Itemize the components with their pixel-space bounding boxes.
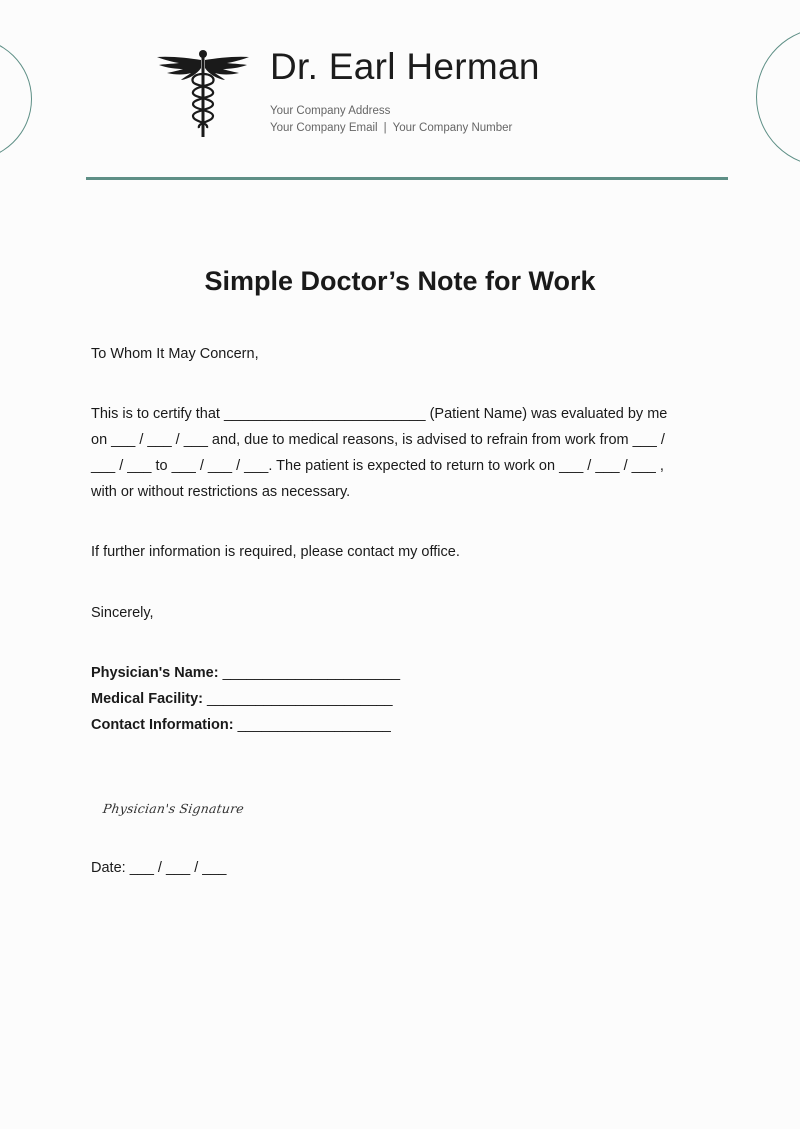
contact-office-line: If further information is required, please contact my office. xyxy=(91,544,460,560)
doctor-name: Dr. Earl Herman xyxy=(270,46,540,87)
date-label: Date: xyxy=(91,860,126,876)
company-number: Your Company Number xyxy=(392,122,513,134)
document-title: Simple Doctor’s Note for Work xyxy=(204,266,596,296)
field-label: Physician's Name: xyxy=(91,665,219,681)
closing: Sincerely, xyxy=(91,605,154,621)
body-line: ___ / ___ to ___ / ___ / ___. The patient is expected to return to work on ___ / ___ / ___ , xyxy=(91,458,664,474)
caduceus-icon xyxy=(155,48,251,140)
contact-information-field xyxy=(91,717,391,733)
decorative-arc-left xyxy=(0,37,32,161)
physician-name-field xyxy=(91,665,400,681)
field-blank: ______________________ xyxy=(222,665,401,681)
decorative-arc-right xyxy=(756,27,800,167)
date-field xyxy=(91,860,226,876)
medical-facility-field xyxy=(91,691,393,707)
greeting: To Whom It May Concern, xyxy=(91,346,259,362)
company-contact-line xyxy=(270,122,512,134)
physician-signature: Physician's Signature xyxy=(101,801,246,816)
body-line: with or without restrictions as necessary. xyxy=(91,484,351,500)
contact-separator: | xyxy=(383,122,387,134)
field-label: Medical Facility: xyxy=(91,691,204,707)
body-line: This is to certify that _________________________ (Patient Name) was evaluated by me xyxy=(91,406,668,422)
company-email: Your Company Email xyxy=(270,122,378,134)
company-address: Your Company Address xyxy=(270,105,391,117)
field-blank: ___________________ xyxy=(237,717,391,733)
body-line: on ___ / ___ / ___ and, due to medical reasons, is advised to refrain from work from ___ / xyxy=(91,432,665,448)
date-blank: ___ / ___ / ___ xyxy=(129,860,227,876)
field-blank: _______________________ xyxy=(207,691,393,707)
header-divider xyxy=(86,177,728,180)
field-label: Contact Information: xyxy=(91,717,234,733)
